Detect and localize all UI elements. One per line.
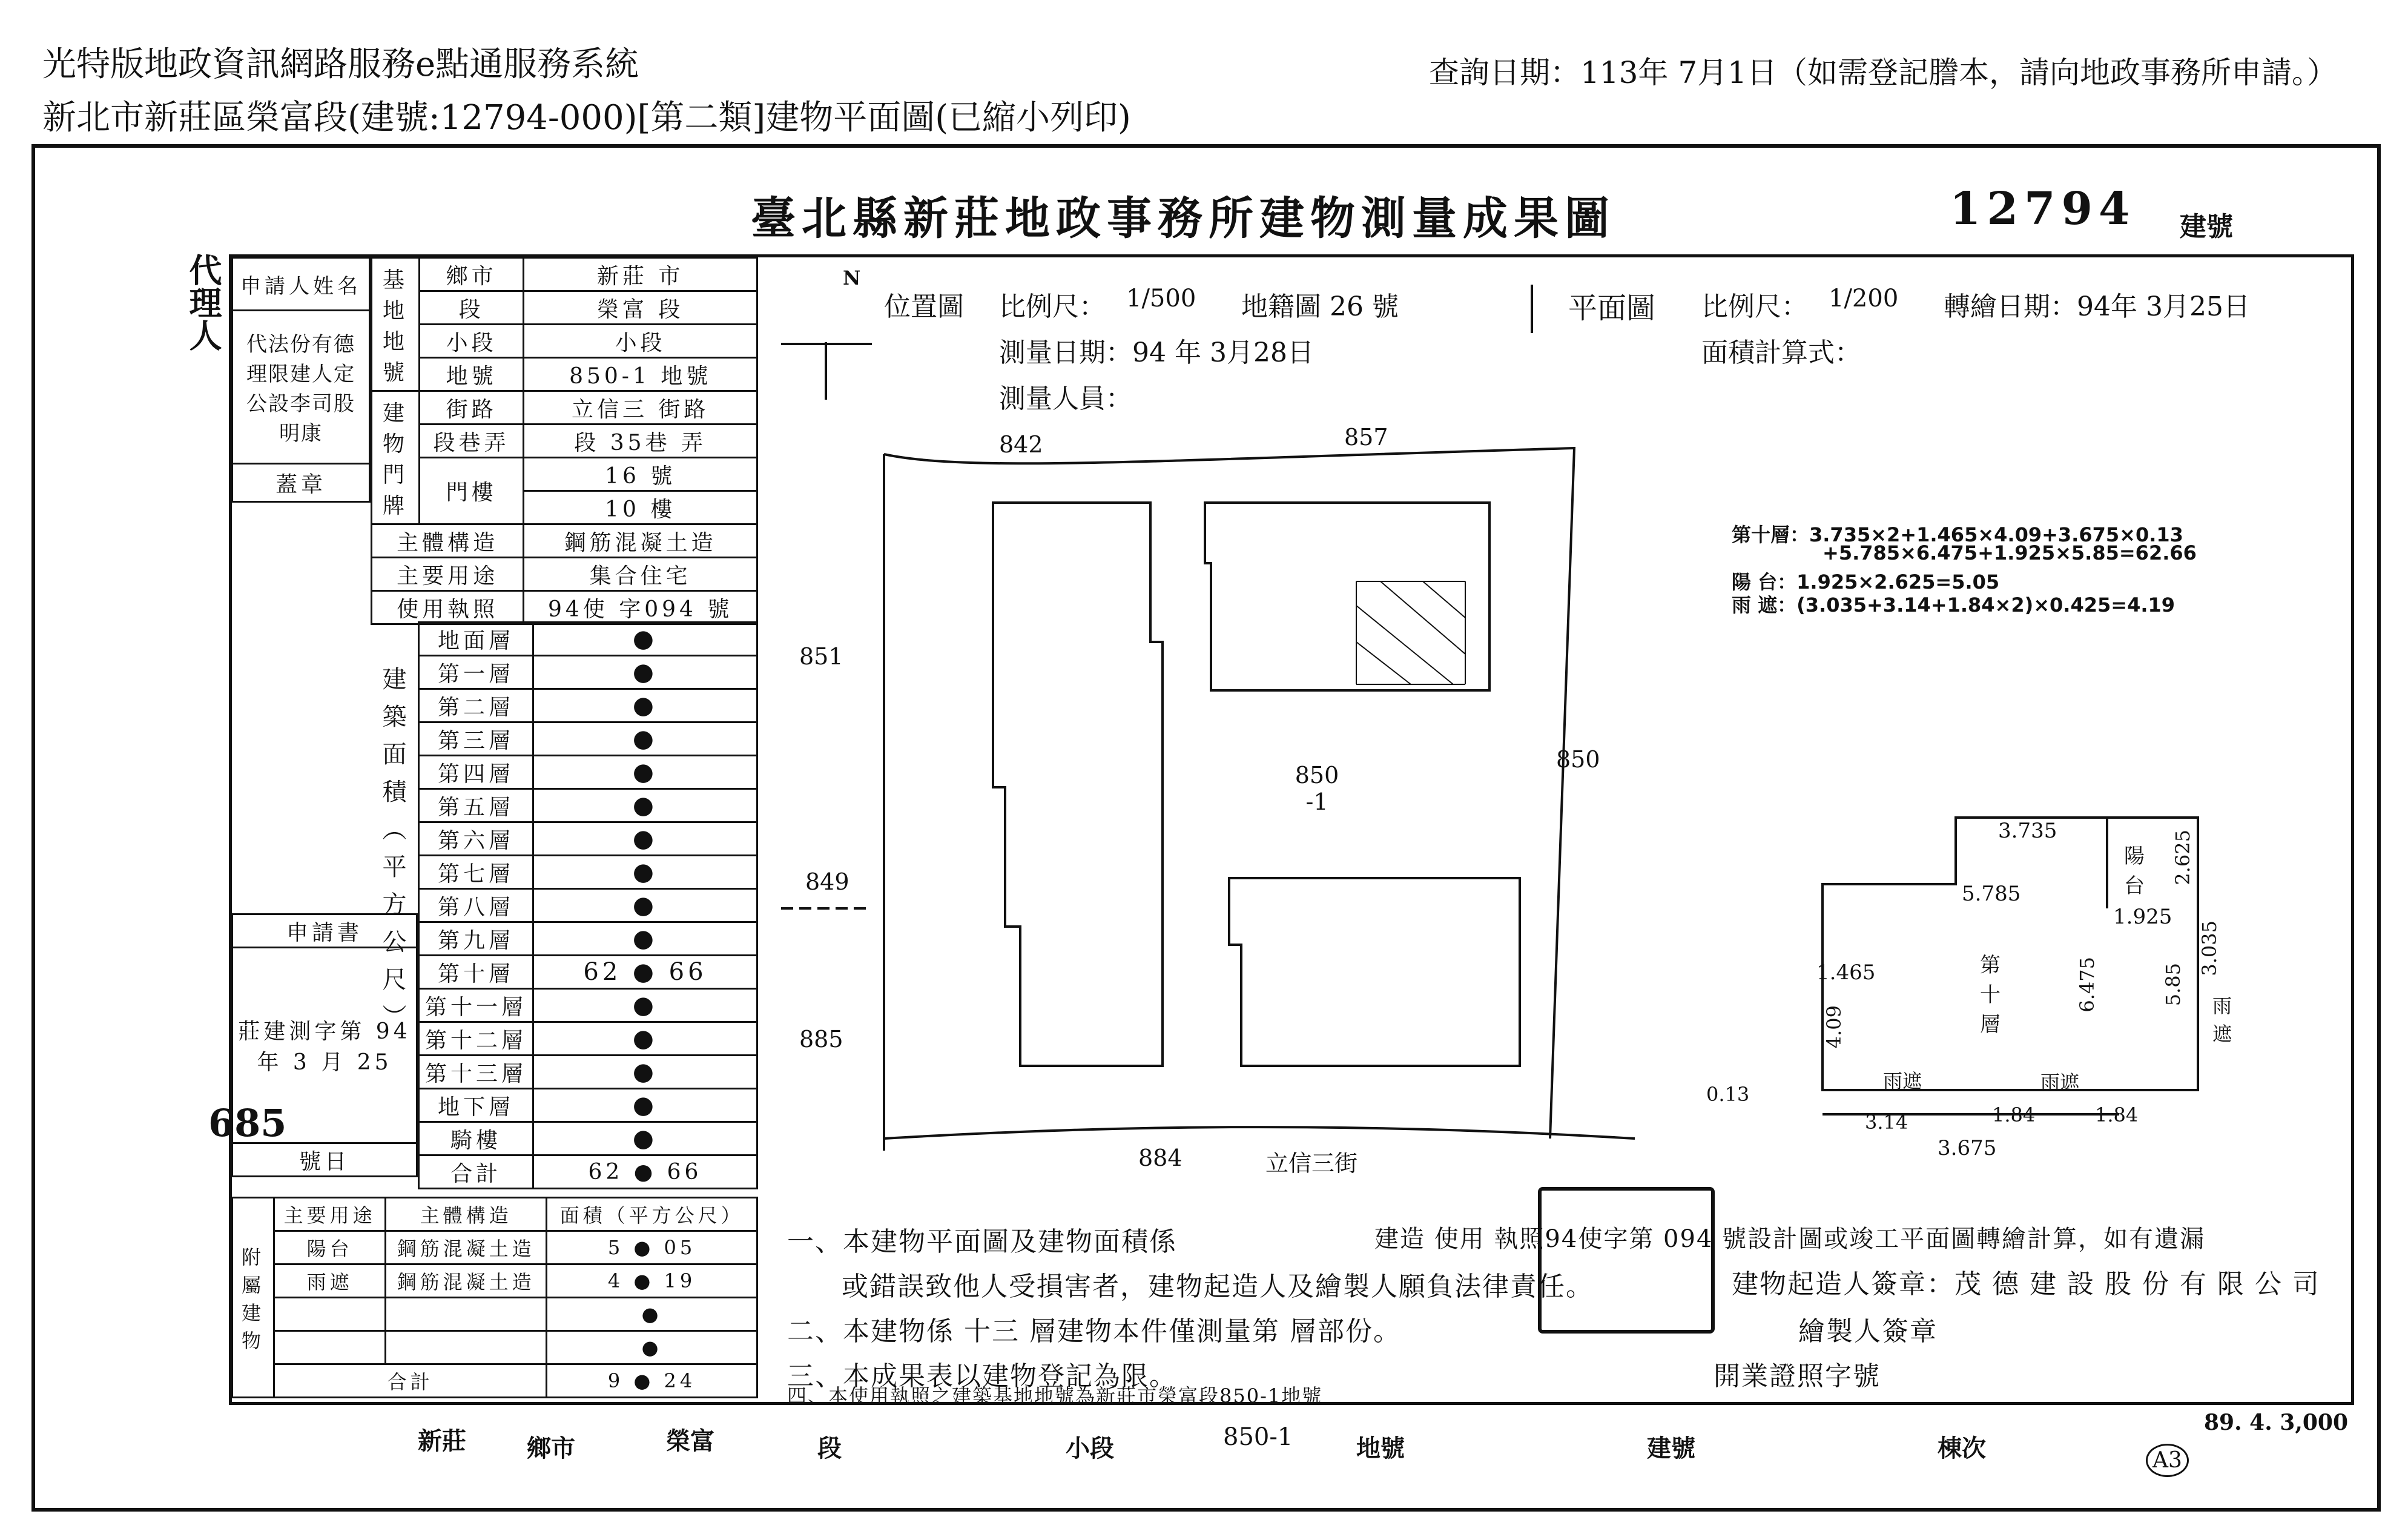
cadastral-sheet: 地籍圖 26 號 [1241,291,1399,322]
floor-name: 第七層 [419,856,533,889]
footer-county-label: 鄉市 [527,1434,575,1463]
attached-building-table [231,1197,758,1398]
floor-area: ● [533,822,757,856]
drawer-signature: 繪製人簽章 [1798,1316,1938,1347]
dim-013: 0.13 [1706,1083,1750,1106]
door-label: 門樓 [420,458,524,524]
floor-total-label: 合計 [419,1155,533,1189]
floor-area: ● [533,1122,757,1155]
system-title: 光特版地政資訊網路服務e點通服務系統 [42,45,639,84]
floor-name: 第四層 [419,756,533,789]
dim-3735: 3.735 [1998,819,2057,843]
floor-area: ● [533,989,757,1022]
col-use: 主要用途 [274,1198,386,1231]
street-value: 立信三 街路 [524,391,757,425]
floor-name: 第三層 [419,722,533,756]
attached-row [233,1298,757,1331]
door-number: 16 號 [524,458,757,491]
attached-use [274,1331,386,1364]
floor-total-value: 62 ● 66 [533,1155,757,1189]
plan-scale: 1/200 [1829,285,1899,312]
dim-1925: 1.925 [2113,905,2172,929]
lot-842: 842 [999,431,1043,458]
floor-row [419,722,757,756]
permit-label: 使用執照 [372,591,524,624]
attached-struct [386,1331,547,1364]
applicant-table [231,257,371,503]
number-date-label: 號日 [233,1143,417,1177]
note-1-permit: 建造 使用 執照94使字第 094 號設計圖或竣工平面圖轉繪計算，如有遺漏 [1374,1225,2206,1253]
dim-184-b: 1.84 [2095,1103,2139,1126]
formula-canopy: 雨 遮：(3.035+3.14+1.84×2)×0.425=4.19 [1732,593,2175,616]
plan-label: 平面圖 [1568,291,1656,325]
floor-area: ● [533,789,757,822]
floor-row [419,789,757,822]
lane-label: 段巷弄 [420,425,524,458]
floor-area: ● [533,722,757,756]
floor-total-row [419,1155,757,1189]
floor-name: 地下層 [419,1089,533,1122]
floor-area: ● [533,889,757,922]
attached-total-value: 9 ● 24 [547,1364,757,1398]
lot-851: 851 [799,643,843,670]
surveyor: 測量人員： [999,383,1132,414]
floor-area: ● [533,689,757,722]
dim-2625: 2.625 [2171,830,2194,885]
lot-value: 850-1 地號 [524,358,757,391]
floor-name: 第九層 [419,922,533,956]
build-number: 12794 [1950,183,2136,235]
section-label: 段 [420,291,524,325]
formula-floor10-a: 第十層：3.735×2+1.465×4.09+3.675×0.13 [1732,523,2183,546]
floor-row [419,623,757,656]
note-1-cont: 或錯誤致他人受損害者，建物起造人及繪製人願負法律責任。 [842,1271,1594,1302]
dim-5785: 5.785 [1962,882,2021,906]
col-area: 面積（平方公尺） [547,1198,757,1231]
county-value: 新莊 市 [524,258,757,291]
footer-section: 榮富 [666,1427,714,1455]
attached-row [233,1331,757,1364]
footer-sub-label: 小段 [1066,1434,1114,1463]
formula-floor10-b: +5.785×6.475+1.925×5.85=62.66 [1822,541,2197,564]
footer-ridge-label: 棟次 [1938,1434,1986,1463]
attached-use: 雨遮 [274,1264,386,1298]
floor-name: 地面層 [419,623,533,656]
company-stamp [1538,1187,1715,1334]
floor-area: ● [533,756,757,789]
plan-balcony: 陽台 [2124,844,2145,898]
col-struct: 主體構造 [386,1198,547,1231]
note-1: 一、本建物平面圖及建物面積係 [787,1226,1177,1257]
attached-area: 5 ● 05 [547,1231,757,1264]
floor-row [419,889,757,922]
attached-header-row [233,1198,757,1231]
scale-label: 比例尺： [999,291,1106,322]
floor-name: 第六層 [419,822,533,856]
floor-row [419,1056,757,1089]
attached-row [233,1231,757,1264]
attached-struct [386,1298,547,1331]
floor-name: 第五層 [419,789,533,822]
attached-row [233,1264,757,1298]
floor-row [419,989,757,1022]
floor-row [419,922,757,956]
note-2: 二、本建物係 十三 層建物本件僅測量第 層部份。 [787,1316,1401,1347]
floor-name: 第一層 [419,656,533,689]
floor-name: 第十三層 [419,1056,533,1089]
query-date: 查詢日期：113年 7月1日（如需登記謄本，請向地政事務所申請。） [1429,55,2337,90]
floor-row [419,1089,757,1122]
north-arrow: N [843,266,861,289]
floor-name: 第十一層 [419,989,533,1022]
footer-section-label: 段 [817,1434,842,1463]
attached-total-row [233,1364,757,1398]
location-map-label: 位置圖 [884,291,964,322]
land-group-label: 基地地號 [372,258,420,391]
lot-885: 885 [799,1026,843,1053]
floor-row [419,689,757,722]
floor-area: ● [533,1089,757,1122]
struct-value: 鋼筋混凝土造 [524,524,757,558]
floor-area: ● [533,856,757,889]
floor-name: 第十二層 [419,1022,533,1056]
sub-label: 小段 [420,325,524,358]
use-value: 集合住宅 [524,558,757,591]
note-3: 三、本成果表以建物登記為限。 [787,1361,1177,1392]
floor-row [419,1022,757,1056]
attached-area: ● [547,1298,757,1331]
struct-label: 主體構造 [372,524,524,558]
dim-1465: 1.465 [1816,960,1876,985]
office-title: 臺北縣新莊地政事務所建物測量成果圖 [751,193,1615,245]
applicant-name-label: 申請人姓名 [233,258,370,311]
dim-6475: 6.475 [2076,957,2099,1013]
attached-struct: 鋼筋混凝土造 [386,1264,547,1298]
section-value: 榮富 段 [524,291,757,325]
door-group-label: 建物門牌 [372,391,420,524]
dim-314: 3.14 [1865,1111,1908,1134]
dim-585: 5.85 [2162,963,2185,1006]
lane-value: 段 35巷 弄 [524,425,757,458]
lot-label: 地號 [420,358,524,391]
area-label: 建築面積（平方公尺） [378,666,406,1042]
plan-scale-label: 比例尺： [1701,291,1808,322]
footer-lot: 850-1 [1223,1423,1293,1451]
land-table [371,257,758,625]
floor-name: 第八層 [419,889,533,922]
floor-row [419,856,757,889]
floor-name: 第二層 [419,689,533,722]
street-label: 街路 [420,391,524,425]
floor-row [419,756,757,789]
owner-signature: 建物起造人簽章：茂 德 建 設 股 份 有 限 公 司 [1732,1269,2320,1300]
floor-area: 62 ● 66 [533,956,757,989]
application-serial: 685 [208,1101,287,1145]
dim-409: 4.09 [1822,1005,1846,1049]
floor-area: ● [533,656,757,689]
attached-use [274,1298,386,1331]
plan-canopy-b: 雨遮 [2040,1071,2080,1094]
floor-area: ● [533,1056,757,1089]
plan-floor-label: 第十層 [1980,953,2001,1037]
agent-label: 代理人 [184,253,223,351]
sub-value: 小段 [524,325,757,358]
permit-value: 94使 字094 號 [524,591,757,624]
seal-label: 蓋章 [233,464,370,502]
legal-rep: 代法份有德理限建人定公設李司股明康 [233,311,370,464]
use-label: 主要用途 [372,558,524,591]
build-number-label: 建號 [2180,211,2233,242]
attached-area: 4 ● 19 [547,1264,757,1298]
floor-name: 騎樓 [419,1122,533,1155]
attached-use: 陽台 [274,1231,386,1264]
road-name: 立信三街 [1265,1150,1358,1177]
print-number: 89. 4. 3,000 [2204,1410,2349,1435]
dim-184-a: 1.84 [1992,1103,2036,1126]
lot-857: 857 [1344,424,1388,451]
footer-county: 新莊 [418,1427,466,1455]
lot-849: 849 [805,868,849,895]
formula-balcony: 陽 台：1.925×2.625=5.05 [1732,570,2000,593]
license-number: 開業證照字號 [1714,1361,1881,1392]
floor-name: 第十層 [419,956,533,989]
attached-total-label: 合計 [274,1364,547,1398]
plan-canopy-a: 雨遮 [1883,1069,1922,1092]
plan-canopy-c: 雨遮 [2212,994,2232,1045]
survey-date: 測量日期：94 年 3月28日 [999,337,1314,368]
note-4: 四、本使用執照之建築基地地號為新莊市榮富段850-1地號 [787,1384,1323,1407]
transfer-date: 轉繪日期：94年 3月25日 [1944,291,2250,322]
area-formula-label: 面積計算式： [1701,337,1861,368]
attached-struct: 鋼筋混凝土造 [386,1231,547,1264]
footer-lot-label: 地號 [1356,1434,1405,1463]
dim-3675: 3.675 [1938,1136,1997,1160]
scale-location: 1/500 [1126,285,1196,312]
lot-884: 884 [1138,1145,1183,1171]
paper-size: A3 [2146,1444,2189,1477]
floor-area-table [418,621,758,1189]
floor-area: ● [533,922,757,956]
application-number: 莊建測字第 94 年 3 月 25 [233,948,417,1143]
attached-area: ● [547,1331,757,1364]
document-title: 新北市新莊區榮富段(建號:12794-000)[第二類]建物平面圖(已縮小列印) [42,98,1131,137]
footer-build-label: 建號 [1647,1434,1695,1463]
lot-850: 850 [1556,746,1600,773]
dim-3035: 3.035 [2198,921,2221,976]
county-label: 鄉市 [420,258,524,291]
floor-row [419,1122,757,1155]
application-book-label: 申請書 [233,914,417,948]
lot-850-1: 850 -1 [1295,762,1339,815]
attached-label: 附屬建物 [233,1198,274,1398]
floor-row [419,822,757,856]
floor-row [419,956,757,989]
floor-area: ● [533,623,757,656]
floor-row [419,656,757,689]
floor-area: ● [533,1022,757,1056]
floor-value: 10 樓 [524,491,757,524]
